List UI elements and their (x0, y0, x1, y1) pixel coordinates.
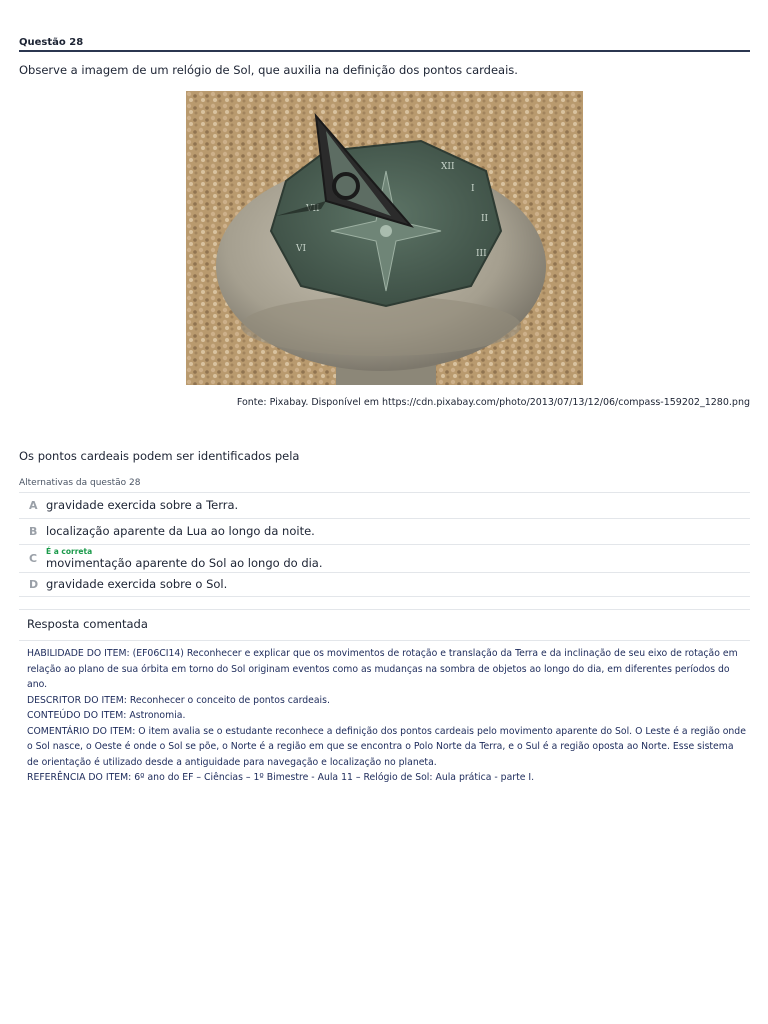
alternative-letter: A (29, 499, 38, 512)
item-content: CONTEÚDO DO ITEM: Astronomia. (27, 710, 186, 721)
alternative-b[interactable] (19, 518, 750, 544)
item-comment: COMENTÁRIO DO ITEM: O item avalia se o estudante reconhece a definição dos pontos cardeais pelo movimento aparente do Sol. O Leste é a região onde o Sol nasce, o Oeste é onde o Sol se põe, o Norte é a região em que se encontra o Polo Norte da Terra, e o Sul é a região oposta ao Norte. Esse sistema de orientação é utilizado desde a antiguidade para navegação e localização no planeta. (27, 725, 746, 768)
sundial-image (186, 91, 583, 385)
commented-answer-body (27, 646, 747, 786)
question-statement: Observe a imagem de um relógio de Sol, que auxilia na definição dos pontos cardeais. (19, 63, 518, 77)
svg-text:VI: VI (296, 244, 307, 254)
item-reference: REFERÊNCIA DO ITEM: 6º ano do EF – Ciências – 1º Bimestre - Aula 11 – Relógio de Sol: Aula prática - parte I. (27, 772, 535, 783)
svg-text:II: II (481, 214, 489, 224)
alternative-d[interactable] (19, 572, 750, 597)
correct-answer-badge: É a correta (46, 547, 93, 556)
alternative-text: movimentação aparente do Sol ao longo do dia. (46, 556, 323, 570)
alternative-letter: D (29, 578, 39, 591)
alternative-a[interactable] (19, 492, 750, 518)
alternative-text: gravidade exercida sobre a Terra. (46, 498, 239, 512)
alternative-text: gravidade exercida sobre o Sol. (46, 577, 228, 591)
svg-text:III: III (476, 249, 487, 259)
alternative-c[interactable] (19, 544, 750, 572)
alternative-letter: C (29, 552, 38, 565)
question-title-rule (19, 50, 750, 52)
item-descriptor: DESCRITOR DO ITEM: Reconhecer o conceito de pontos cardeais. (27, 694, 330, 706)
alternatives-header: Alternativas da questão 28 (19, 478, 141, 488)
svg-text:XII: XII (441, 162, 455, 172)
image-source-caption: Fonte: Pixabay. Disponível em https://cdn.pixabay.com/photo/2013/07/13/12/06/compass-159202_1280.png (236, 397, 750, 408)
alternative-text: localização aparente da Lua ao longo da noite. (46, 524, 315, 538)
svg-text:I: I (471, 184, 475, 194)
commented-answer-header (19, 609, 750, 641)
alternatives-list (19, 492, 750, 597)
question-prompt: Os pontos cardeais podem ser identificados pela (19, 449, 300, 463)
alternative-letter: B (29, 525, 38, 538)
item-skill: HABILIDADE DO ITEM: (EF06CI14) Reconhecer e explicar que os movimentos de rotação e translação da Terra e da inclinação de seu eixo de rotação em relação ao plano de sua órbita em torno do Sol originam eventos como as mudanças na sombra de objetos ao longo do dia, em diferentes períodos do ano. (27, 648, 738, 690)
question-title: Questão 28 (19, 37, 84, 48)
commented-answer-title: Resposta comentada (27, 617, 148, 631)
